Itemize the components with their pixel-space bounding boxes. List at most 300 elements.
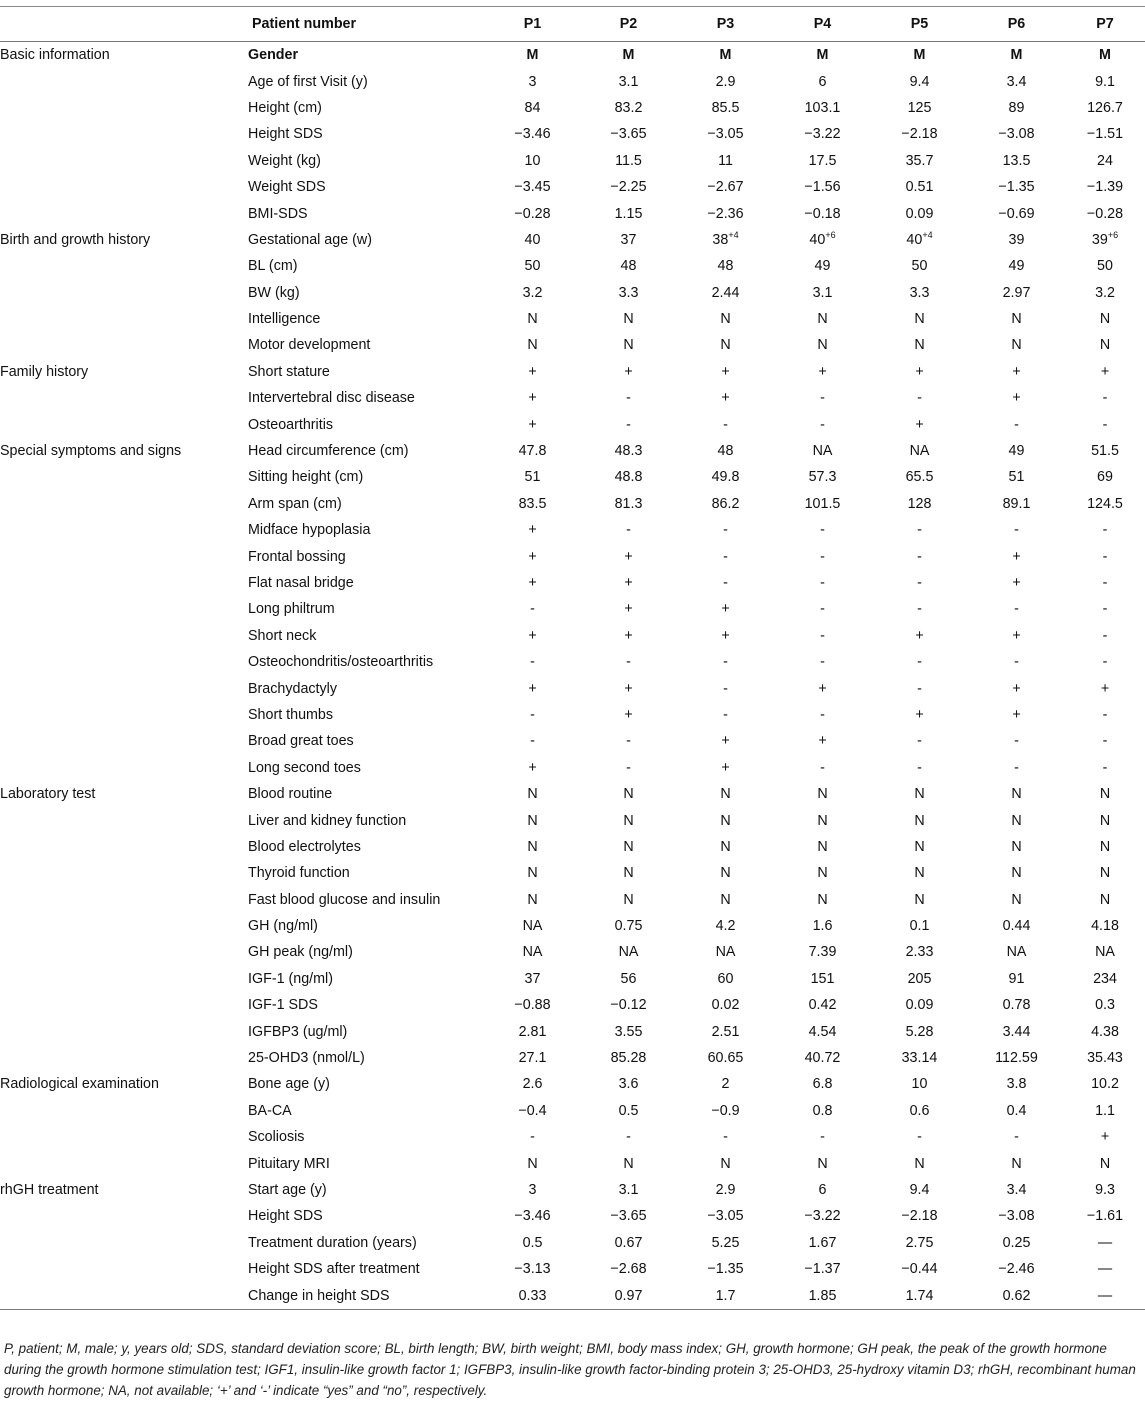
value-cell: [871, 438, 968, 464]
value-cell: [871, 887, 968, 913]
value-cell: [580, 517, 677, 543]
cell-value: +: [624, 363, 633, 380]
value-cell: [1065, 438, 1145, 464]
value-cell: [677, 174, 774, 200]
cell-value: +: [818, 733, 827, 750]
row-label: Frontal bossing: [248, 548, 346, 565]
cell-value: +: [624, 575, 633, 591]
cell-value: 24: [1097, 152, 1113, 169]
value-cell: [871, 491, 968, 517]
row-label: Blood routine: [248, 786, 333, 803]
cell-value: 1.6: [812, 918, 833, 935]
value-cell: [580, 623, 677, 649]
value-cell: [1065, 68, 1145, 94]
cell-value: 2.97: [1002, 284, 1031, 301]
value-cell: [1065, 385, 1145, 411]
table-row: [0, 834, 1145, 860]
value-cell: [871, 227, 968, 253]
value-cell: [677, 1071, 774, 1097]
cell-value: -: [1102, 390, 1108, 407]
cell-value: 50: [911, 258, 928, 275]
value-cell: [968, 1124, 1065, 1150]
cell-value: 2.9: [715, 73, 736, 90]
cell-value: 1.1: [1095, 1102, 1115, 1119]
value-cell: [774, 148, 871, 174]
value-cell: [677, 359, 774, 385]
cell-value: +: [1012, 627, 1021, 644]
cell-value: 2.51: [711, 1023, 740, 1040]
value-cell: [968, 385, 1065, 411]
value-cell: [485, 860, 580, 886]
row-label: Head circumference (cm): [248, 443, 409, 460]
cell-value: N: [1099, 337, 1111, 354]
value-cell: [485, 1177, 580, 1203]
value-cell: [1065, 939, 1145, 965]
value-cell: [677, 148, 774, 174]
cell-value: -: [820, 548, 825, 565]
value-cell: [677, 200, 774, 226]
cell-value: N: [1099, 812, 1111, 829]
cell-value: 0.5: [522, 1234, 543, 1251]
cell-value: −2.25: [610, 179, 647, 196]
row-label: Pituitary MRI: [248, 1155, 330, 1172]
value-cell: [677, 1230, 774, 1256]
cell-value: 0.67: [614, 1234, 643, 1251]
section-label: [0, 385, 248, 411]
cell-value: 0.09: [905, 997, 934, 1014]
cell-value: +: [1012, 680, 1021, 697]
cell-value: N: [914, 812, 925, 829]
cell-value: +: [1012, 706, 1021, 723]
value-cell: [1065, 42, 1145, 69]
value-cell: [871, 253, 968, 279]
row-label: Arm span (cm): [248, 495, 342, 512]
cell-value: +: [624, 548, 633, 565]
row-label: Age of first Visit (y): [248, 73, 368, 90]
cell-value: 1.15: [614, 205, 643, 222]
section-label: [0, 807, 248, 833]
row-label: Weight SDS: [248, 179, 326, 196]
section-label: [0, 1256, 248, 1282]
value-cell: [774, 1045, 871, 1071]
table-row: [0, 807, 1145, 833]
cell-value: +: [1012, 548, 1021, 565]
cell-value: 0.33: [518, 1287, 547, 1304]
value-cell: [774, 702, 871, 728]
cell-value: N: [817, 838, 828, 855]
value-cell: [774, 966, 871, 992]
value-cell: [871, 1098, 968, 1124]
value-cell: [1065, 807, 1145, 833]
value-cell: [580, 1018, 677, 1044]
section-label: [0, 913, 248, 939]
cell-value: N: [817, 786, 828, 803]
cell-value: -: [917, 548, 922, 565]
value-cell: [774, 42, 871, 69]
cell-value: −3.08: [998, 1208, 1035, 1225]
row-label: BL (cm): [248, 258, 298, 275]
patient-header: P1: [485, 7, 580, 42]
value-cell: [580, 200, 677, 226]
value-cell: [485, 1150, 580, 1176]
value-cell: [968, 411, 1065, 437]
value-cell: [677, 491, 774, 517]
cell-value: −0.9: [711, 1102, 740, 1119]
cell-value: N: [623, 812, 634, 829]
cell-value: M: [622, 47, 635, 64]
cell-value: -: [723, 416, 728, 433]
value-cell: [1065, 148, 1145, 174]
value-cell: [968, 807, 1065, 833]
cell-value: -: [626, 1129, 631, 1146]
value-cell: [774, 649, 871, 675]
value-cell: [968, 860, 1065, 886]
section-label: [0, 992, 248, 1018]
cell-value: −1.51: [1086, 126, 1124, 143]
cell-value: 1.74: [905, 1287, 934, 1304]
cell-value: 3: [528, 1181, 537, 1198]
value-cell: [677, 121, 774, 147]
value-cell: [677, 966, 774, 992]
cell-value: +: [915, 363, 924, 380]
value-cell: [1065, 755, 1145, 781]
cell-value: 0.25: [1002, 1234, 1031, 1251]
value-cell: [580, 702, 677, 728]
row-label: Liver and kidney function: [248, 812, 407, 829]
value-cell: [485, 280, 580, 306]
cell-value: -: [1014, 759, 1019, 776]
value-cell: [871, 68, 968, 94]
patient-characteristics-table: [0, 6, 1145, 1310]
value-cell: [677, 1256, 774, 1282]
value-cell: [774, 359, 871, 385]
cell-value: NA: [715, 944, 736, 961]
cell-value: -: [723, 680, 728, 697]
value-cell: [677, 887, 774, 913]
value-cell: [1065, 1045, 1145, 1071]
value-cell: [871, 517, 968, 543]
cell-value: M: [1010, 47, 1023, 64]
value-cell: [580, 834, 677, 860]
table-row: [0, 1177, 1145, 1203]
cell-value: -: [1102, 759, 1108, 776]
row-label: Osteoarthritis: [248, 416, 334, 433]
value-cell: [677, 834, 774, 860]
cell-value: 1.7: [715, 1287, 736, 1304]
value-cell: [677, 68, 774, 94]
value-cell: [871, 675, 968, 701]
value-cell: [774, 1282, 871, 1309]
value-cell: [677, 411, 774, 437]
cell-value: 60: [717, 970, 734, 987]
cell-value: NA: [1006, 944, 1027, 961]
cell-value: 4.54: [808, 1023, 837, 1040]
value-cell: [580, 42, 677, 69]
cell-value: +: [624, 680, 633, 697]
section-label: [0, 148, 248, 174]
cell-value: -: [820, 522, 825, 539]
table-row: [0, 992, 1145, 1018]
value-cell: [580, 491, 677, 517]
value-cell: [968, 992, 1065, 1018]
section-label: [0, 253, 248, 279]
cell-superscript: +6: [825, 229, 836, 240]
table-row: [0, 1071, 1145, 1097]
table-row: [0, 1150, 1145, 1176]
value-cell: [580, 728, 677, 754]
cell-value: -: [917, 575, 922, 591]
cell-value: 49: [814, 258, 831, 275]
value-cell: [1065, 966, 1145, 992]
table-row: [0, 1203, 1145, 1229]
value-cell: [1065, 1282, 1145, 1309]
row-label: Motor development: [248, 337, 371, 354]
value-cell: [774, 834, 871, 860]
row-label: Scoliosis: [248, 1129, 305, 1146]
cell-value: −2.46: [998, 1261, 1035, 1278]
cell-value: −3.65: [610, 1208, 647, 1225]
cell-value: N: [1099, 311, 1111, 328]
value-cell: [871, 464, 968, 490]
cell-value: 38: [712, 231, 729, 248]
value-cell: [580, 1098, 677, 1124]
cell-value: -: [917, 601, 922, 618]
value-cell: [968, 42, 1065, 69]
cell-value: 0.75: [614, 918, 643, 935]
cell-value: 3.3: [909, 284, 930, 301]
cell-value: N: [1099, 865, 1111, 882]
table-row: [0, 306, 1145, 332]
value-cell: [677, 807, 774, 833]
table-row: [0, 280, 1145, 306]
value-cell: [580, 887, 677, 913]
value-cell: [1065, 675, 1145, 701]
value-cell: [774, 596, 871, 622]
value-cell: [677, 675, 774, 701]
cell-value: N: [623, 1155, 634, 1172]
cell-value: -: [820, 1129, 825, 1146]
cell-value: 48: [717, 443, 734, 460]
section-label: [0, 1018, 248, 1044]
cell-value: -: [917, 1129, 922, 1146]
cell-value: −0.69: [998, 205, 1035, 222]
cell-value: +: [1100, 363, 1110, 380]
cell-value: -: [723, 522, 728, 539]
value-cell: [968, 834, 1065, 860]
value-cell: [580, 992, 677, 1018]
cell-value: -: [820, 654, 825, 671]
value-cell: [1065, 411, 1145, 437]
value-cell: [485, 992, 580, 1018]
value-cell: [871, 280, 968, 306]
section-label: [0, 306, 248, 332]
value-cell: [485, 359, 580, 385]
cell-value: -: [820, 575, 825, 591]
table-row: [0, 121, 1145, 147]
value-cell: [968, 464, 1065, 490]
table-row: [0, 675, 1145, 701]
cell-value: −3.05: [707, 1208, 744, 1225]
cell-value: -: [1102, 706, 1108, 723]
value-cell: [1065, 543, 1145, 569]
value-cell: [485, 728, 580, 754]
cell-value: 5.25: [711, 1234, 740, 1251]
value-cell: [968, 253, 1065, 279]
table-row: [0, 1045, 1145, 1071]
cell-value: +: [1012, 390, 1021, 407]
table-footnote: P, patient; M, male; y, years old; SDS, standard deviation score; BL, birth length; BW, birth weight; BMI, body mass index; GH, growth hormone; GH peak, the peak of the growth hormone during the growth hormone stimulation test; IGF1, insulin-like growth factor 1; IGFBP3, insulin-like growth factor-binding protein 3; 25-OHD3, 25-hydroxy vitamin D3; rhGH, recombinant human growth hormone; NA, not available; ‘+’ and ‘-’ indicate “yes” and “no”, respectively.: [4, 1341, 1136, 1398]
row-label: Long philtrum: [248, 601, 335, 618]
value-cell: [485, 543, 580, 569]
value-cell: [485, 95, 580, 121]
value-cell: [1065, 174, 1145, 200]
cell-value: 13.5: [1002, 152, 1031, 169]
value-cell: [968, 438, 1065, 464]
value-cell: [485, 807, 580, 833]
value-cell: [871, 860, 968, 886]
cell-value: 50: [1097, 258, 1113, 275]
value-cell: [968, 200, 1065, 226]
value-cell: [774, 1230, 871, 1256]
row-label: Height SDS: [248, 1208, 323, 1225]
section-label: Radiological examination: [0, 1076, 159, 1093]
cell-value: 4.2: [715, 918, 736, 935]
section-label: [0, 332, 248, 358]
value-cell: [677, 438, 774, 464]
value-cell: [580, 755, 677, 781]
table-row: [0, 570, 1145, 596]
cell-value: 3.1: [812, 284, 833, 301]
cell-value: -: [917, 522, 922, 539]
cell-value: N: [1011, 311, 1022, 328]
value-cell: [1065, 121, 1145, 147]
cell-value: -: [626, 390, 631, 407]
cell-value: 2.44: [711, 284, 740, 301]
value-cell: [968, 148, 1065, 174]
cell-value: +: [1100, 680, 1110, 697]
value-cell: [871, 1256, 968, 1282]
value-cell: [1065, 1150, 1145, 1176]
cell-value: 124.5: [1087, 495, 1123, 512]
value-cell: [677, 860, 774, 886]
value-cell: [871, 1177, 968, 1203]
cell-value: 3.1: [618, 1181, 639, 1198]
section-label: [0, 411, 248, 437]
value-cell: [871, 1282, 968, 1309]
cell-value: 47.8: [518, 443, 547, 460]
value-cell: [774, 200, 871, 226]
section-label: [0, 887, 248, 913]
value-cell: [871, 95, 968, 121]
section-label: [0, 1045, 248, 1071]
cell-value: -: [626, 522, 631, 539]
table-row: [0, 174, 1145, 200]
cell-value: −2.18: [901, 1208, 938, 1225]
value-cell: [774, 464, 871, 490]
cell-value: -: [917, 654, 922, 671]
section-label: [0, 1124, 248, 1150]
cell-value: M: [913, 47, 926, 64]
value-cell: [580, 781, 677, 807]
cell-value: N: [817, 865, 828, 882]
cell-value: 10.2: [1091, 1076, 1119, 1093]
section-label: Birth and growth history: [0, 231, 151, 248]
cell-value: 48: [717, 258, 734, 275]
cell-value: -: [626, 733, 631, 750]
value-cell: [485, 253, 580, 279]
table-row: [0, 623, 1145, 649]
table-row: [0, 1098, 1145, 1124]
value-cell: [580, 1124, 677, 1150]
table-row: [0, 966, 1145, 992]
table-row: [0, 913, 1145, 939]
value-cell: [1065, 913, 1145, 939]
value-cell: [774, 332, 871, 358]
cell-value: +: [915, 706, 924, 723]
cell-value: 103.1: [804, 99, 841, 116]
row-label: Thyroid function: [248, 865, 350, 882]
cell-value: N: [527, 786, 538, 803]
value-cell: [677, 1124, 774, 1150]
cell-value: 6: [818, 1181, 827, 1198]
cell-value: 6.8: [812, 1076, 833, 1093]
cell-value: 9.4: [909, 1181, 930, 1198]
value-cell: [871, 359, 968, 385]
table-row: [0, 332, 1145, 358]
cell-value: +: [915, 416, 924, 433]
section-label: [0, 570, 248, 596]
cell-value: −0.28: [1086, 205, 1124, 222]
cell-value: −3.65: [610, 126, 647, 143]
cell-value: N: [1099, 786, 1111, 803]
value-cell: [1065, 95, 1145, 121]
value-cell: [677, 1203, 774, 1229]
cell-value: +: [528, 548, 537, 565]
value-cell: [774, 121, 871, 147]
row-label: Height (cm): [248, 99, 322, 116]
cell-value: N: [527, 311, 538, 328]
row-label: Sitting height (cm): [248, 469, 364, 486]
value-cell: [774, 781, 871, 807]
value-cell: [871, 992, 968, 1018]
cell-value: 0.1: [909, 918, 930, 935]
cell-value: −1.39: [1086, 179, 1124, 196]
value-cell: [485, 174, 580, 200]
cell-value: 126.7: [1087, 99, 1123, 116]
patient-number-header: Patient number: [248, 7, 485, 42]
table-row: [0, 42, 1145, 69]
value-cell: [485, 755, 580, 781]
cell-value: N: [914, 1155, 925, 1172]
value-cell: [871, 570, 968, 596]
cell-value: -: [626, 416, 631, 433]
cell-value: −2.68: [610, 1261, 647, 1278]
value-cell: [485, 1230, 580, 1256]
section-label: [0, 623, 248, 649]
value-cell: [580, 1256, 677, 1282]
value-cell: [485, 675, 580, 701]
section-label: [0, 596, 248, 622]
table-row: [0, 68, 1145, 94]
cell-value: 1.85: [808, 1287, 837, 1304]
row-label: Weight (kg): [248, 152, 321, 169]
cell-value: M: [816, 47, 829, 64]
table-row: [0, 1282, 1145, 1309]
value-cell: [1065, 491, 1145, 517]
table-row: [0, 860, 1145, 886]
cell-value: −0.4: [518, 1102, 547, 1119]
value-cell: [774, 860, 871, 886]
